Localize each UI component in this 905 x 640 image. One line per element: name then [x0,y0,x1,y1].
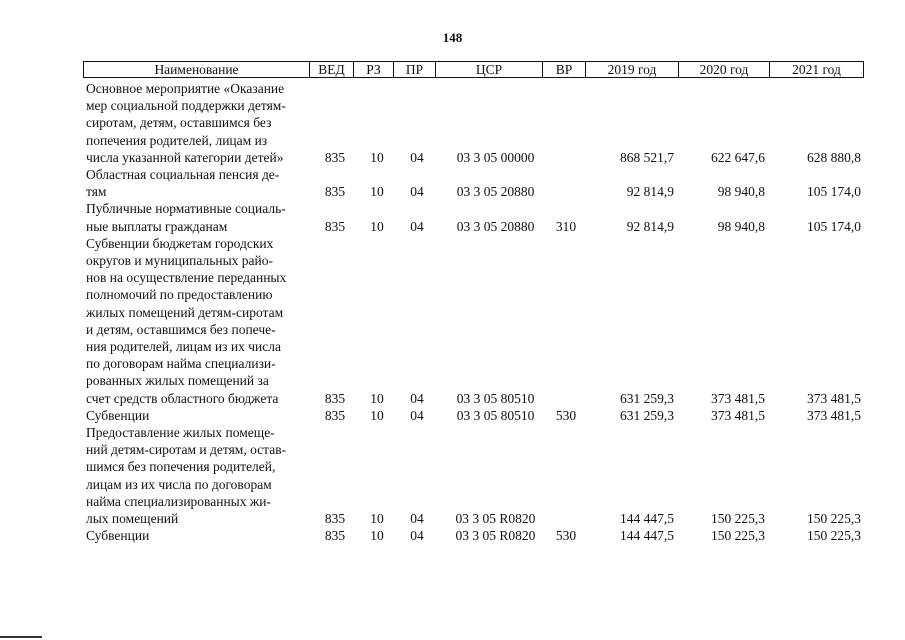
row-name: Субвенции [86,528,150,544]
row-pr: 04 [410,149,424,165]
row-2020: 373 481,5 [711,407,765,423]
row-pr: 04 [410,528,424,544]
row-ved: 835 [324,149,346,165]
header-2021: 2021 год [792,62,841,77]
row-csr: 03 3 05 80510 [456,407,535,423]
row-2019: 92 814,9 [626,184,674,200]
table-row [83,166,864,200]
row-rz: 10 [370,407,384,423]
row-csr: 03 3 05 80510 [456,390,535,406]
scan-edge-mark [0,636,42,638]
row-2020: 98 940,8 [717,184,765,200]
row-vr [548,149,584,166]
row-pr: 04 [410,390,424,406]
row-name: Публичные нормативные социаль- ные выплаты гражданам [86,201,286,234]
header-2019: 2019 год [586,62,679,77]
row-vr: 530 [555,528,577,544]
table-body [83,80,864,544]
row-vr: 310 [555,218,577,234]
row-rz: 10 [370,149,384,165]
table-row [83,527,864,544]
row-2021: 628 880,8 [807,149,861,165]
row-2020: 98 940,8 [717,218,765,234]
table-row [83,424,864,527]
row-2019: 144 447,5 [620,511,674,527]
row-ved: 835 [324,218,346,234]
row-ved: 835 [324,184,346,200]
row-2020: 150 225,3 [711,511,765,527]
header-pr: ПР [394,62,436,77]
row-name: Субвенции [86,407,150,423]
header-ved: ВЕД [310,62,354,77]
row-2020: 622 647,6 [711,149,765,165]
row-2021: 105 174,0 [807,184,861,200]
row-vr: 530 [555,407,577,423]
row-rz: 10 [370,528,384,544]
row-csr: 03 3 05 R0820 [455,528,536,544]
row-2020: 373 481,5 [711,390,765,406]
row-2021: 373 481,5 [807,407,861,423]
row-2019: 144 447,5 [620,528,674,544]
row-name: Областная социальная пенсия де- тям [86,167,280,200]
table-row [83,235,864,407]
row-vr [548,510,584,527]
row-rz: 10 [370,511,384,527]
table-row [83,80,864,166]
row-vr [548,183,584,200]
row-2019: 868 521,7 [620,149,674,165]
row-ved: 835 [324,511,346,527]
header-csr: ЦСР [436,62,543,77]
row-rz: 10 [370,218,384,234]
row-name: Основное мероприятие «Оказание мер социальной поддержки детям- сиротам, детям, оставшимся без попечения родителей, лицам из числа указанной категории детей» [86,81,286,165]
row-pr: 04 [410,511,424,527]
row-rz: 10 [370,184,384,200]
row-2021: 373 481,5 [807,390,861,406]
row-csr: 03 3 05 00000 [456,149,535,165]
row-2019: 631 259,3 [620,390,674,406]
row-rz: 10 [370,390,384,406]
row-vr [548,390,584,407]
header-name: Наименование [84,62,310,77]
row-name: Субвенции бюджетам городских округов и муниципальных райо- нов на осуществление переданных полномочий по предоставлению жилых помещений детям-сиротам и детям, оставшимся без попече- ния родителей, лицам из их числа по договорам найма специализи- рованных жилых помещений за счет средств областного бюджета [86,235,287,406]
row-csr: 03 3 05 R0820 [455,511,536,527]
row-2021: 150 225,3 [807,511,861,527]
header-2020: 2020 год [679,62,770,77]
table-header [83,61,864,78]
header-vr: ВР [543,62,586,77]
row-csr: 03 3 05 20880 [456,184,535,200]
table-row [83,407,864,424]
header-rz: РЗ [354,62,394,77]
row-ved: 835 [324,407,346,423]
row-ved: 835 [324,390,346,406]
row-2021: 105 174,0 [807,218,861,234]
row-2020: 150 225,3 [711,528,765,544]
row-pr: 04 [410,407,424,423]
row-2021: 150 225,3 [807,528,861,544]
page-number: 148 [442,30,463,45]
row-2019: 92 814,9 [626,218,674,234]
row-name: Предоставление жилых помеще- ний детям-сиротам и детям, остав- шимся без попечения родителей, лицам из их числа по договорам найма специализированных жи- лых помещений [86,425,287,527]
row-pr: 04 [410,184,424,200]
row-ved: 835 [324,528,346,544]
row-pr: 04 [410,218,424,234]
row-csr: 03 3 05 20880 [456,218,535,234]
table-row [83,200,864,234]
row-2019: 631 259,3 [620,407,674,423]
